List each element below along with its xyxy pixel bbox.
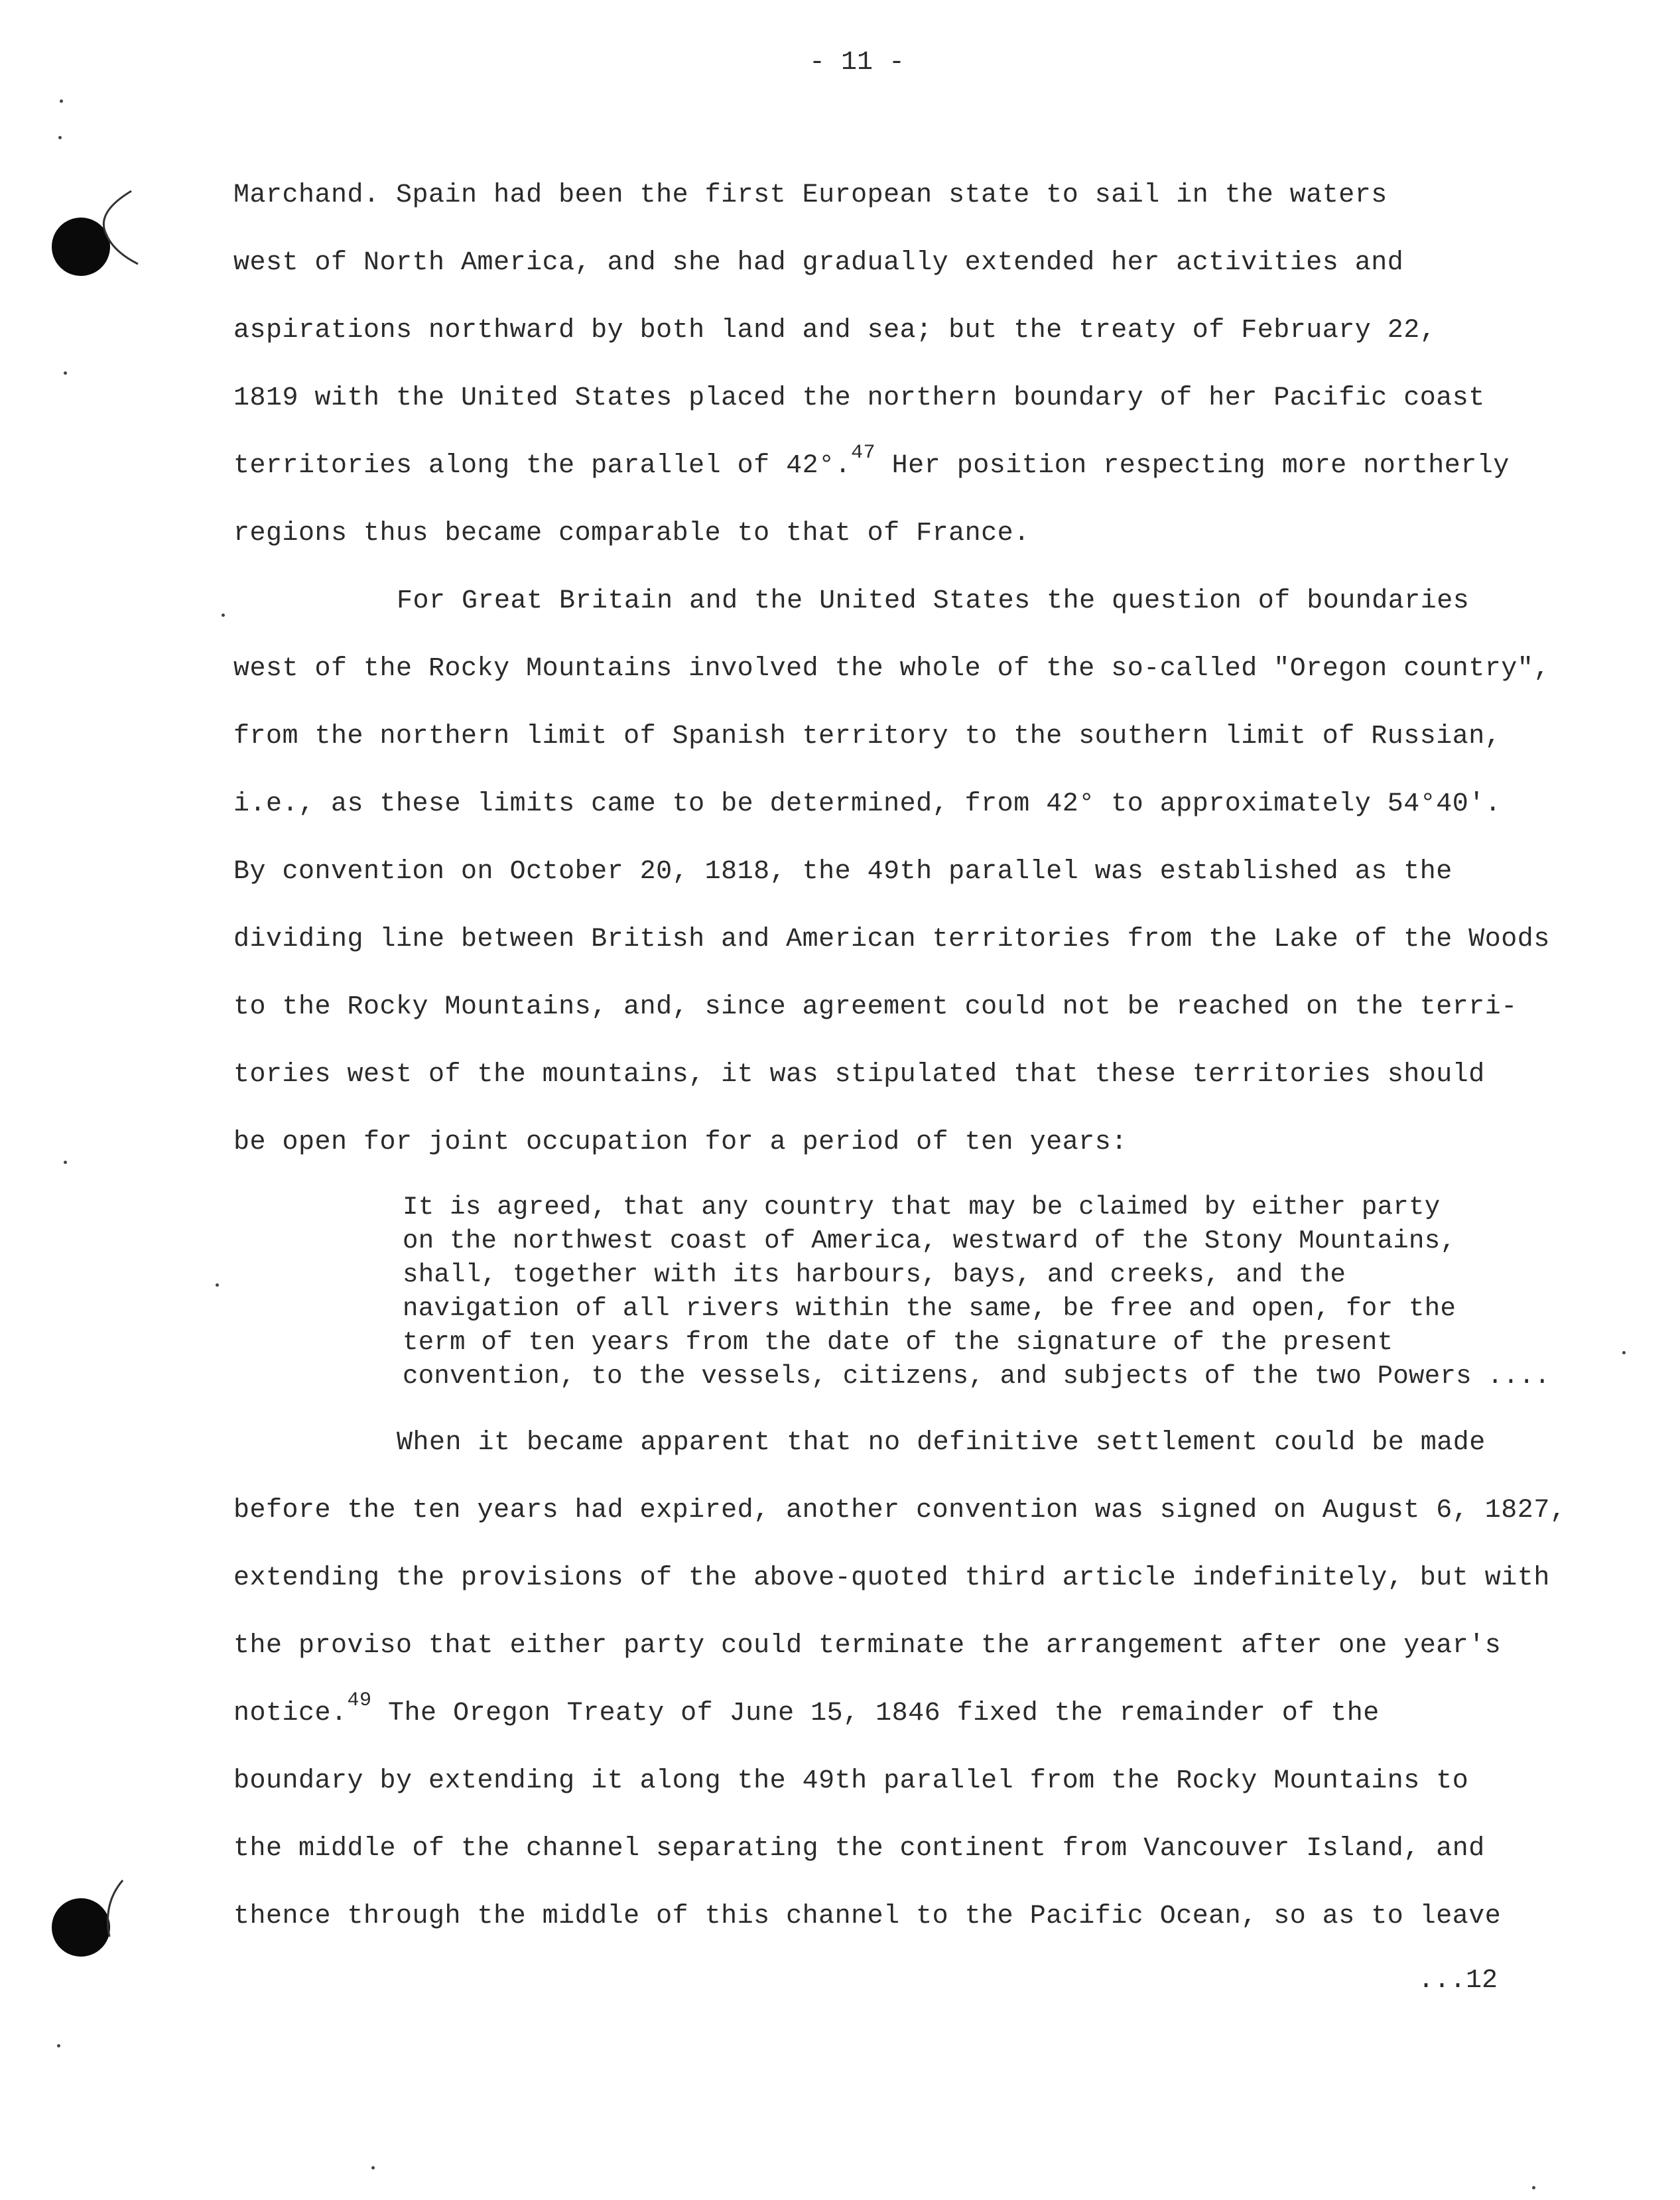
paragraph-first-line: When it became apparent that no definitive settlement could be made: [397, 1428, 1486, 1458]
scan-speck: [57, 2044, 60, 2047]
quote-line: navigation of all rivers within the same, be free and open, for the: [403, 1294, 1456, 1323]
quote-line: term of ten years from the date of the signature of the present: [403, 1328, 1393, 1357]
text-line: before the ten years had expired, another convention was signed on August 6, 1827,: [233, 1496, 1567, 1525]
text-line: Marchand. Spain had been the first European state to sail in the waters: [233, 180, 1388, 210]
line-text: Her position respecting more northerly: [875, 451, 1510, 481]
quote-line: shall, together with its harbours, bays, and creeks, and the: [403, 1260, 1346, 1289]
text-line: [233, 1689, 1380, 1728]
text-line: dividing line between British and American territories from the Lake of the Woods: [233, 925, 1550, 954]
text-line: 1819 with the United States placed the northern boundary of her Pacific coast: [233, 383, 1485, 413]
text-line: from the northern limit of Spanish territory to the southern limit of Russian,: [233, 722, 1502, 751]
text-line: By convention on October 20, 1818, the 49th parallel was established as the: [233, 857, 1453, 887]
text-line: extending the provisions of the above-quoted third article indefinitely, but with: [233, 1563, 1550, 1593]
page-number: - 11 -: [809, 48, 905, 78]
scan-speck: [60, 99, 63, 103]
scan-speck: [1532, 2186, 1535, 2189]
quote-line: on the northwest coast of America, westward of the Stony Mountains,: [403, 1226, 1456, 1256]
scan-speck: [64, 1161, 67, 1164]
hole-tear-mark-top: [85, 184, 145, 271]
scan-speck: [64, 371, 67, 375]
text-line: aspirations northward by both land and sea; but the treaty of February 22,: [233, 316, 1437, 346]
line-text: The Oregon Treaty of June 15, 1846 fixed the remainder of the: [371, 1699, 1380, 1728]
quote-line: convention, to the vessels, citizens, and subjects of the two Powers ....: [403, 1362, 1551, 1391]
text-line: [233, 442, 1510, 481]
text-line: regions thus became comparable to that of France.: [233, 519, 1030, 549]
scan-speck: [216, 1283, 219, 1287]
text-line: i.e., as these limits came to be determined, from 42° to approximately 54°40'.: [233, 789, 1502, 819]
line-text: notice.: [233, 1699, 348, 1728]
block-quote: [403, 1191, 1550, 1393]
line-text: territories along the parallel of 42°.: [233, 451, 852, 481]
scan-speck: [371, 2166, 375, 2169]
continued-marker: ...12: [1418, 1966, 1498, 1996]
text-line: be open for joint occupation for a period of ten years:: [233, 1128, 1128, 1157]
text-line: tories west of the mountains, it was stipulated that these territories should: [233, 1060, 1485, 1090]
scan-speck: [58, 136, 62, 139]
text-line: thence through the middle of this channel to the Pacific Ocean, so as to leave: [233, 1902, 1502, 1931]
text-line: the middle of the channel separating the continent from Vancouver Island, and: [233, 1834, 1485, 1864]
text-line: to the Rocky Mountains, and, since agreement could not be reached on the terri-: [233, 992, 1518, 1022]
text-line: west of the Rocky Mountains involved the whole of the so-called "Oregon country",: [233, 654, 1550, 684]
hole-tear-mark-bottom: [93, 1877, 133, 1943]
scan-speck: [1622, 1351, 1626, 1354]
text-line: west of North America, and she had gradually extended her activities and: [233, 248, 1404, 278]
scan-speck: [222, 614, 225, 617]
paragraph-first-line: For Great Britain and the United States the question of boundaries: [397, 586, 1470, 616]
quote-line: It is agreed, that any country that may be claimed by either party: [403, 1193, 1441, 1222]
footnote-ref-47: 47: [851, 442, 876, 464]
text-line: boundary by extending it along the 49th parallel from the Rocky Mountains to: [233, 1766, 1469, 1796]
footnote-ref-49: 49: [347, 1689, 372, 1712]
text-line: the proviso that either party could terminate the arrangement after one year's: [233, 1631, 1502, 1661]
